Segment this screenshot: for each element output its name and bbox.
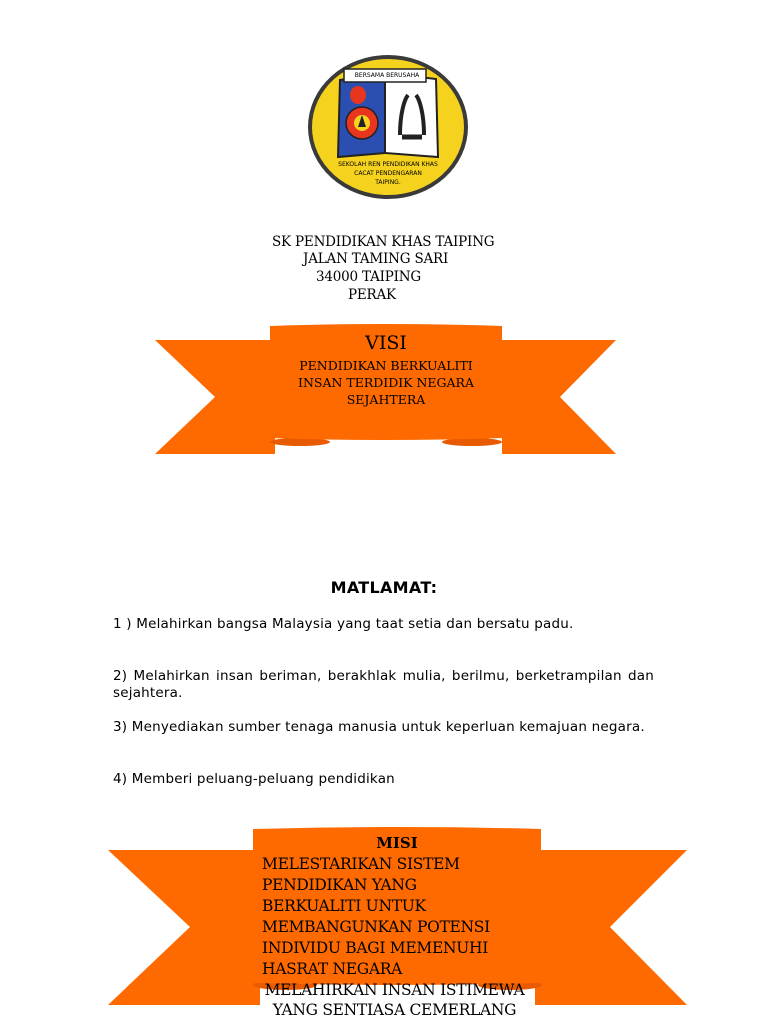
school-logo bbox=[300, 45, 470, 200]
address-street: JALAN TAMING SARI bbox=[303, 251, 449, 267]
misi-line-8: YANG SENTIASA CEMERLANG bbox=[272, 1001, 517, 1019]
logo-motto: BERSAMA BERUSAHA bbox=[354, 72, 420, 79]
logo-ring-text-1: SEKOLAH REN PENDIDIKAN KHAS bbox=[338, 161, 438, 168]
matlamat-item-1: 1 ) Melahirkan bangsa Malaysia yang taat setia dan bersatu padu. bbox=[113, 616, 574, 632]
address-state: PERAK bbox=[348, 287, 396, 303]
matlamat-item-4: 4) Memberi peluang-peluang pendidikan bbox=[113, 771, 395, 787]
misi-line-7: MELAHIRKAN INSAN ISTIMEWA bbox=[264, 981, 525, 999]
misi-line-3: BERKUALITI UNTUK bbox=[262, 897, 426, 915]
misi-line-2: PENDIDIKAN YANG bbox=[262, 876, 417, 894]
matlamat-item-3: 3) Menyediakan sumber tenaga manusia untuk keperluan kemajuan negara. bbox=[113, 719, 645, 735]
misi-line-5: INDIVIDU BAGI MEMENUHI bbox=[262, 939, 489, 957]
matlamat-heading: MATLAMAT: bbox=[330, 578, 438, 597]
school-name: SK PENDIDIKAN KHAS TAIPING bbox=[272, 234, 495, 250]
misi-title: MISI bbox=[376, 834, 418, 852]
visi-line-1: PENDIDIKAN BERKUALITI bbox=[299, 358, 473, 373]
visi-line-2: INSAN TERDIDIK NEGARA bbox=[298, 375, 474, 390]
misi-line-1: MELESTARIKAN SISTEM bbox=[262, 855, 460, 873]
logo-ring-text-3: TAIPING. bbox=[375, 179, 401, 186]
address-postcode-city: 34000 TAIPING bbox=[316, 269, 421, 285]
misi-line-4: MEMBANGUNKAN POTENSI bbox=[262, 918, 490, 936]
visi-statement bbox=[278, 357, 494, 408]
logo-ring-text-2: CACAT PENDENGARAN bbox=[354, 170, 422, 177]
matlamat-item-2: 2) Melahirkan insan beriman, berakhlak mulia, berilmu, berketrampilan dan sejahtera. bbox=[113, 668, 654, 701]
misi-line-6: HASRAT NEGARA bbox=[262, 960, 403, 978]
visi-line-3: SEJAHTERA bbox=[346, 392, 426, 407]
visi-title: VISI bbox=[365, 332, 407, 354]
